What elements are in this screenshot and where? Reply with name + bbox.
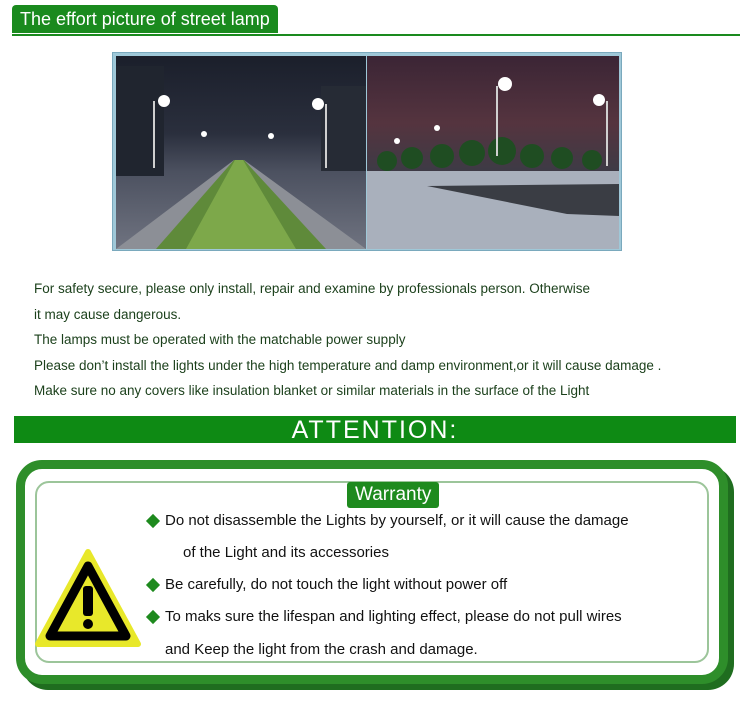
note-line: The lamps must be operated with the matchable power supply <box>34 332 406 347</box>
note-line: Please don’t install the lights under the high temperature and damp environment,or it will cause damage . <box>34 357 662 373</box>
warranty-item-continuation: and Keep the light from the crash and damage. <box>165 641 478 658</box>
road-scene-illustration <box>116 56 366 249</box>
note-line: For safety secure, please only install, repair and examine by professionals person. Otherwise <box>34 281 591 296</box>
warranty-item: Be carefully, do not touch the light without power off <box>165 576 508 593</box>
title-divider <box>12 34 740 36</box>
warranty-label: Warranty <box>347 482 439 508</box>
warranty-item: To maks sure the lifespan and lighting effect, please do not pull wires <box>165 608 622 625</box>
warranty-item-continuation: of the Light and its accessories <box>183 544 389 561</box>
street-lamp-photo-frame <box>112 52 622 251</box>
street-lamp-photo-plaza <box>367 56 619 249</box>
warranty-item: Do not disassemble the Lights by yourself, or it will cause the damage <box>165 512 629 529</box>
warning-triangle-icon <box>34 548 142 648</box>
attention-banner <box>14 416 736 443</box>
attention-heading: ATTENTION: <box>291 416 459 444</box>
note-line: it may cause dangerous. <box>34 306 182 322</box>
note-line: Make sure no any covers like insulation blanket or similar materials in the surface of the Light <box>34 383 590 398</box>
street-lamp-photo-road <box>116 56 366 249</box>
safety-notes <box>34 276 734 404</box>
section-title: The effort picture of street lamp <box>12 5 278 33</box>
plaza-scene-illustration <box>367 56 619 249</box>
